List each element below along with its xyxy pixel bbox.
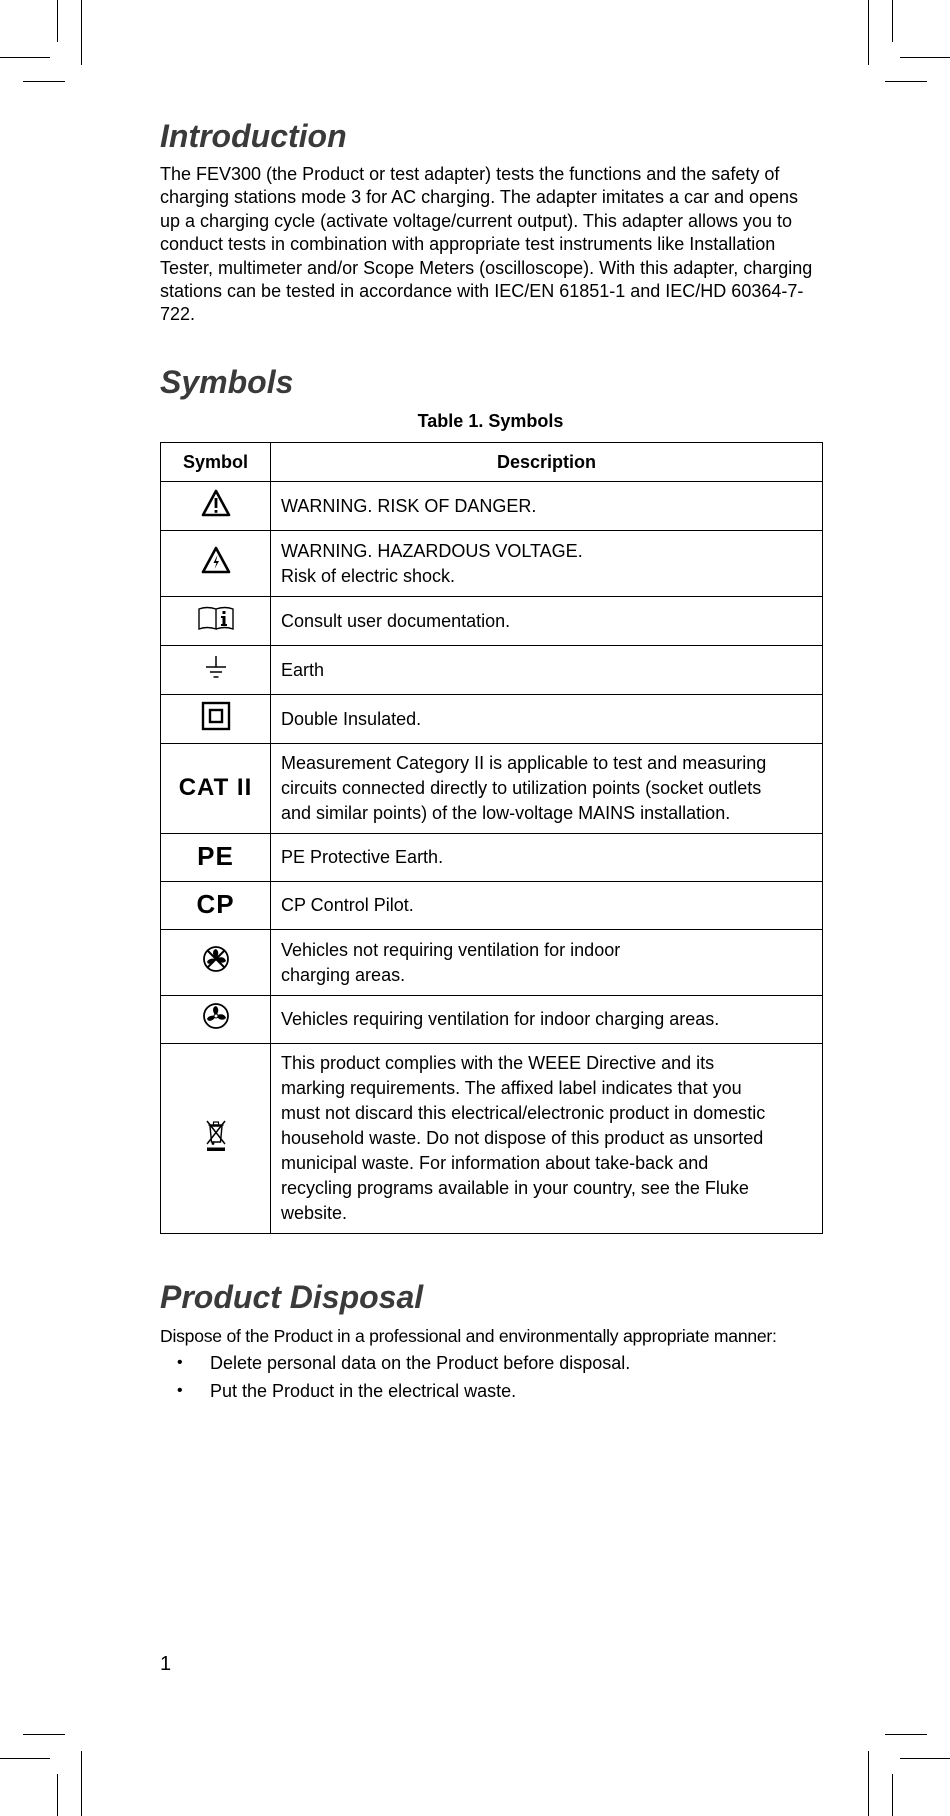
symbols-table — [160, 442, 823, 1234]
table-caption: Table 1. Symbols — [417, 411, 564, 431]
ventilation-fan-icon — [202, 1002, 230, 1030]
no-ventilation-fan-icon — [202, 945, 230, 973]
table-row — [161, 531, 823, 597]
cat-ii-symbol: CAT II — [178, 774, 253, 801]
bullet-marker: • — [177, 1382, 183, 1399]
table-row — [161, 996, 823, 1044]
table-row — [161, 597, 823, 646]
description-cell — [271, 646, 823, 695]
warning-triangle-icon — [201, 489, 231, 517]
description-line: charging areas. — [281, 964, 406, 985]
crop-mark — [57, 0, 58, 42]
description-cell — [271, 744, 823, 834]
symbol-cell — [161, 882, 271, 930]
description-cell — [271, 882, 823, 930]
symbol-cell — [161, 531, 271, 597]
weee-crossed-bin-icon — [204, 1118, 228, 1152]
description-line: must not discard this electrical/electronic product in domestic — [281, 1103, 766, 1123]
crop-mark — [892, 0, 893, 42]
description-line: WARNING. HAZARDOUS VOLTAGE. — [281, 540, 583, 561]
description-line: household waste. Do not dispose of this product as unsorted — [281, 1128, 764, 1148]
symbol-cell — [161, 744, 271, 834]
description-line: Measurement Category II is applicable to test and measuring — [281, 753, 767, 773]
table-row — [161, 695, 823, 744]
description-line: This product complies with the WEEE Directive and its — [281, 1053, 715, 1073]
description-line: municipal waste. For information about take-back and — [281, 1153, 709, 1173]
description-cell — [271, 597, 823, 646]
table-row — [161, 744, 823, 834]
table-row — [161, 482, 823, 531]
table-row — [161, 930, 823, 996]
crop-mark — [23, 81, 65, 82]
crop-mark — [23, 1734, 65, 1735]
description-line: website. — [281, 1203, 348, 1223]
symbol-cell — [161, 996, 271, 1044]
list-item — [160, 1349, 630, 1377]
symbols-heading: Symbols — [160, 364, 294, 400]
list-item-text: Put the Product in the electrical waste. — [210, 1381, 517, 1401]
crop-mark — [892, 1774, 893, 1816]
description-line: recycling programs available in your country, see the Fluke — [281, 1178, 749, 1198]
table-row — [161, 834, 823, 882]
crop-mark — [900, 57, 950, 58]
description-cell — [271, 1044, 823, 1234]
symbol-cell — [161, 834, 271, 882]
user-documentation-icon — [197, 605, 235, 631]
table-row — [161, 882, 823, 930]
symbol-column-header: Symbol — [161, 443, 271, 482]
symbol-cell — [161, 695, 271, 744]
crop-mark — [885, 81, 927, 82]
table-row — [161, 1044, 823, 1234]
description-cell — [271, 482, 823, 531]
crop-mark — [81, 1751, 82, 1816]
introduction-paragraph: The FEV300 (the Product or test adapter) tests the functions and the safety of charging stations mode 3 for AC charging. The adapter imitates a car and opens up a charging cycle (activate voltage/current output). This adapter allows you to conduct tests in combination with appropriate test instruments like Installation Tester, multimeter and/or Scope Meters (oscilloscope). With this adapter, charging stations can be tested in accordance with IEC/EN 61851-1 and IEC/HD 60364-7-722. — [160, 164, 813, 325]
list-item-text: Delete personal data on the Product before disposal. — [210, 1353, 631, 1373]
symbol-cell — [161, 930, 271, 996]
product-disposal-heading: Product Disposal — [160, 1279, 424, 1315]
earth-ground-icon — [204, 654, 228, 680]
crop-mark — [0, 57, 50, 58]
description-line: WARNING. RISK OF DANGER. — [281, 495, 537, 516]
crop-mark — [868, 1751, 869, 1816]
hazardous-voltage-icon — [201, 546, 231, 574]
symbol-cell — [161, 482, 271, 531]
description-line: Earth — [281, 659, 325, 680]
table-row — [161, 646, 823, 695]
description-line: marking requirements. The affixed label indicates that you — [281, 1078, 742, 1098]
disposal-bullet-list — [160, 1349, 630, 1405]
description-cell — [271, 930, 823, 996]
bullet-marker: • — [177, 1354, 183, 1371]
pe-symbol: PE — [197, 840, 234, 871]
description-line: circuits connected directly to utilization points (socket outlets — [281, 778, 762, 798]
symbol-cell — [161, 646, 271, 695]
symbol-cell — [161, 1044, 271, 1234]
description-cell — [271, 531, 823, 597]
introduction-heading: Introduction — [160, 118, 347, 154]
crop-mark — [885, 1734, 927, 1735]
symbol-cell — [161, 597, 271, 646]
description-column-header: Description — [271, 443, 823, 482]
description-line: Consult user documentation. — [281, 610, 511, 631]
description-line: Double Insulated. — [281, 708, 422, 729]
description-line: Vehicles requiring ventilation for indoor charging areas. — [281, 1009, 720, 1029]
description-cell — [271, 695, 823, 744]
crop-mark — [81, 0, 82, 65]
description-cell — [271, 834, 823, 882]
description-line: Vehicles not requiring ventilation for indoor — [281, 939, 621, 960]
table-header-row — [161, 443, 823, 482]
description-line: and similar points) of the low-voltage MAINS installation. — [281, 803, 731, 823]
disposal-intro: Dispose of the Product in a professional and environmentally appropriate manner: — [160, 1326, 777, 1346]
description-cell — [271, 996, 823, 1044]
crop-mark — [57, 1774, 58, 1816]
cp-symbol: CP — [196, 888, 235, 919]
crop-mark — [0, 1758, 50, 1759]
double-insulated-icon — [201, 701, 231, 731]
page-number: 1 — [160, 1653, 172, 1675]
list-item — [160, 1377, 630, 1405]
crop-mark — [900, 1758, 950, 1759]
description-line: Risk of electric shock. — [281, 565, 456, 586]
description-line: PE Protective Earth. — [281, 847, 444, 867]
crop-mark — [868, 0, 869, 65]
description-line: CP Control Pilot. — [281, 895, 414, 915]
